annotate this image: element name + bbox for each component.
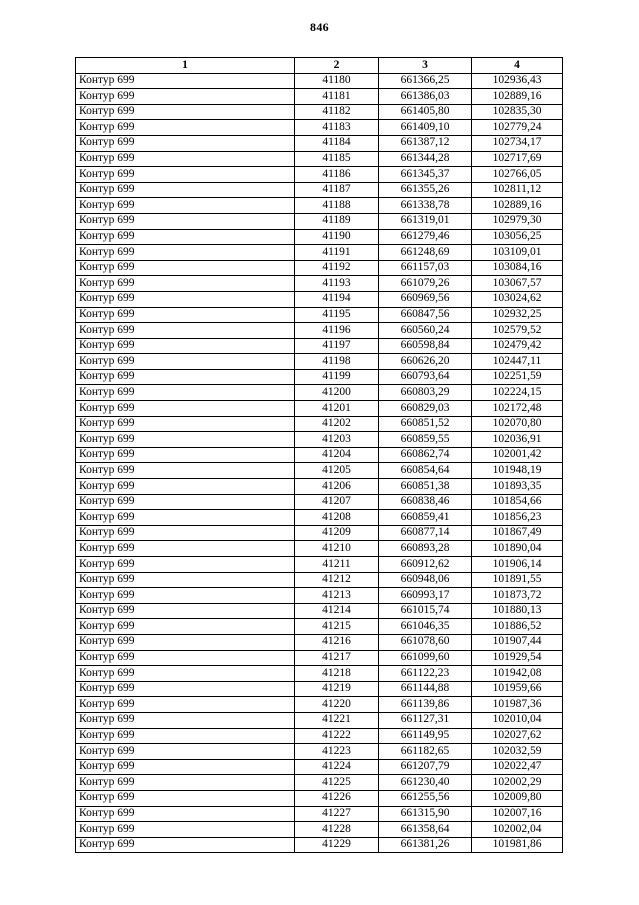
y-coordinate-cell: 103056,25 [472,229,563,245]
contour-name-cell: Контур 699 [76,338,295,354]
x-coordinate-cell: 661358,64 [379,822,472,838]
x-coordinate-cell: 660859,41 [379,510,472,526]
y-coordinate-cell: 102001,42 [472,447,563,463]
table-row [76,557,563,573]
point-number-cell: 41220 [295,697,379,713]
table-row [76,120,563,136]
x-coordinate-cell: 661319,01 [379,213,472,229]
table-row [76,307,563,323]
table-row [76,151,563,167]
table-row [76,541,563,557]
table-row [76,245,563,261]
contour-name-cell: Контур 699 [76,229,295,245]
point-number-cell: 41227 [295,806,379,822]
x-coordinate-cell: 660859,55 [379,432,472,448]
y-coordinate-cell: 102032,59 [472,744,563,760]
y-coordinate-cell: 101854,66 [472,494,563,510]
table-row [76,167,563,183]
y-coordinate-cell: 102889,16 [472,198,563,214]
table-row [76,603,563,619]
x-coordinate-cell: 661386,03 [379,89,472,105]
x-coordinate-cell: 661405,80 [379,104,472,120]
contour-name-cell: Контур 699 [76,603,295,619]
x-coordinate-cell: 661127,31 [379,712,472,728]
y-coordinate-cell: 102251,59 [472,369,563,385]
y-coordinate-cell: 101891,55 [472,572,563,588]
contour-name-cell: Контур 699 [76,213,295,229]
header-col-1: 1 [76,58,295,74]
table-row [76,494,563,510]
y-coordinate-cell: 101890,04 [472,541,563,557]
x-coordinate-cell: 661078,60 [379,634,472,650]
contour-name-cell: Контур 699 [76,135,295,151]
point-number-cell: 41226 [295,790,379,806]
contour-name-cell: Контур 699 [76,369,295,385]
x-coordinate-cell: 660851,38 [379,479,472,495]
x-coordinate-cell: 661230,40 [379,775,472,791]
point-number-cell: 41194 [295,291,379,307]
contour-name-cell: Контур 699 [76,806,295,822]
x-coordinate-cell: 660862,74 [379,447,472,463]
y-coordinate-cell: 103084,16 [472,260,563,276]
point-number-cell: 41193 [295,276,379,292]
point-number-cell: 41189 [295,213,379,229]
x-coordinate-cell: 661149,95 [379,728,472,744]
table-row [76,104,563,120]
header-col-2: 2 [295,58,379,74]
x-coordinate-cell: 660912,62 [379,557,472,573]
y-coordinate-cell: 102022,47 [472,759,563,775]
table-header [76,58,563,74]
point-number-cell: 41229 [295,837,379,853]
x-coordinate-cell: 660877,14 [379,525,472,541]
x-coordinate-cell: 661248,69 [379,245,472,261]
contour-name-cell: Контур 699 [76,759,295,775]
y-coordinate-cell: 102224,15 [472,385,563,401]
table-row [76,728,563,744]
point-number-cell: 41214 [295,603,379,619]
x-coordinate-cell: 661207,79 [379,759,472,775]
table-row [76,198,563,214]
x-coordinate-cell: 660560,24 [379,323,472,339]
y-coordinate-cell: 101942,08 [472,666,563,682]
x-coordinate-cell: 661279,46 [379,229,472,245]
y-coordinate-cell: 102835,30 [472,104,563,120]
contour-name-cell: Контур 699 [76,291,295,307]
y-coordinate-cell: 102036,91 [472,432,563,448]
contour-name-cell: Контур 699 [76,557,295,573]
point-number-cell: 41199 [295,369,379,385]
x-coordinate-cell: 660854,64 [379,463,472,479]
x-coordinate-cell: 660803,29 [379,385,472,401]
contour-name-cell: Контур 699 [76,276,295,292]
table-row [76,806,563,822]
contour-name-cell: Контур 699 [76,447,295,463]
point-number-cell: 41186 [295,167,379,183]
y-coordinate-cell: 103109,01 [472,245,563,261]
x-coordinate-cell: 661344,28 [379,151,472,167]
point-number-cell: 41222 [295,728,379,744]
table-row [76,260,563,276]
y-coordinate-cell: 102579,52 [472,323,563,339]
y-coordinate-cell: 102002,29 [472,775,563,791]
table-row [76,744,563,760]
table-row [76,697,563,713]
table-row [76,572,563,588]
contour-name-cell: Контур 699 [76,182,295,198]
x-coordinate-cell: 660793,64 [379,369,472,385]
x-coordinate-cell: 661139,86 [379,697,472,713]
contour-name-cell: Контур 699 [76,198,295,214]
contour-name-cell: Контур 699 [76,354,295,370]
coordinates-table [75,57,563,853]
point-number-cell: 41224 [295,759,379,775]
point-number-cell: 41201 [295,401,379,417]
table-row [76,401,563,417]
table-row [76,229,563,245]
y-coordinate-cell: 103067,57 [472,276,563,292]
y-coordinate-cell: 102070,80 [472,416,563,432]
point-number-cell: 41221 [295,712,379,728]
table-row [76,837,563,853]
contour-name-cell: Контур 699 [76,120,295,136]
table-row [76,681,563,697]
y-coordinate-cell: 102766,05 [472,167,563,183]
point-number-cell: 41219 [295,681,379,697]
contour-name-cell: Контур 699 [76,790,295,806]
point-number-cell: 41191 [295,245,379,261]
y-coordinate-cell: 102007,16 [472,806,563,822]
x-coordinate-cell: 661387,12 [379,135,472,151]
x-coordinate-cell: 661338,78 [379,198,472,214]
table-row [76,525,563,541]
y-coordinate-cell: 102010,04 [472,712,563,728]
point-number-cell: 41228 [295,822,379,838]
y-coordinate-cell: 101867,49 [472,525,563,541]
contour-name-cell: Контур 699 [76,525,295,541]
table-row [76,479,563,495]
point-number-cell: 41208 [295,510,379,526]
table-row [76,634,563,650]
point-number-cell: 41202 [295,416,379,432]
point-number-cell: 41206 [295,479,379,495]
y-coordinate-cell: 102479,42 [472,338,563,354]
point-number-cell: 41192 [295,260,379,276]
y-coordinate-cell: 102936,43 [472,73,563,89]
point-number-cell: 41205 [295,463,379,479]
x-coordinate-cell: 661079,26 [379,276,472,292]
x-coordinate-cell: 661015,74 [379,603,472,619]
point-number-cell: 41218 [295,666,379,682]
table-row [76,510,563,526]
x-coordinate-cell: 661157,03 [379,260,472,276]
y-coordinate-cell: 102932,25 [472,307,563,323]
contour-name-cell: Контур 699 [76,681,295,697]
y-coordinate-cell: 101987,36 [472,697,563,713]
point-number-cell: 41181 [295,89,379,105]
y-coordinate-cell: 101856,23 [472,510,563,526]
point-number-cell: 41190 [295,229,379,245]
y-coordinate-cell: 102027,62 [472,728,563,744]
contour-name-cell: Контур 699 [76,666,295,682]
table-row [76,822,563,838]
x-coordinate-cell: 661381,26 [379,837,472,853]
point-number-cell: 41185 [295,151,379,167]
table-row [76,666,563,682]
contour-name-cell: Контур 699 [76,634,295,650]
point-number-cell: 41217 [295,650,379,666]
contour-name-cell: Контур 699 [76,837,295,853]
contour-name-cell: Контур 699 [76,728,295,744]
y-coordinate-cell: 101893,35 [472,479,563,495]
contour-name-cell: Контур 699 [76,260,295,276]
table-row [76,790,563,806]
contour-name-cell: Контур 699 [76,572,295,588]
table-row [76,416,563,432]
x-coordinate-cell: 660893,28 [379,541,472,557]
point-number-cell: 41204 [295,447,379,463]
x-coordinate-cell: 660969,56 [379,291,472,307]
y-coordinate-cell: 101906,14 [472,557,563,573]
table-row [76,385,563,401]
y-coordinate-cell: 101929,54 [472,650,563,666]
contour-name-cell: Контур 699 [76,541,295,557]
y-coordinate-cell: 102979,30 [472,213,563,229]
point-number-cell: 41213 [295,588,379,604]
y-coordinate-cell: 101907,44 [472,634,563,650]
table-row [76,354,563,370]
x-coordinate-cell: 661366,25 [379,73,472,89]
y-coordinate-cell: 102717,69 [472,151,563,167]
y-coordinate-cell: 101948,19 [472,463,563,479]
point-number-cell: 41216 [295,634,379,650]
contour-name-cell: Контур 699 [76,712,295,728]
y-coordinate-cell: 102009,80 [472,790,563,806]
table-row [76,338,563,354]
x-coordinate-cell: 661255,56 [379,790,472,806]
contour-name-cell: Контур 699 [76,167,295,183]
x-coordinate-cell: 661355,26 [379,182,472,198]
contour-name-cell: Контур 699 [76,245,295,261]
point-number-cell: 41200 [295,385,379,401]
contour-name-cell: Контур 699 [76,697,295,713]
page-number: 846 [310,20,329,34]
contour-name-cell: Контур 699 [76,822,295,838]
contour-name-cell: Контур 699 [76,650,295,666]
x-coordinate-cell: 660838,46 [379,494,472,510]
table-row [76,323,563,339]
contour-name-cell: Контур 699 [76,775,295,791]
point-number-cell: 41183 [295,120,379,136]
point-number-cell: 41215 [295,619,379,635]
x-coordinate-cell: 661182,65 [379,744,472,760]
contour-name-cell: Контур 699 [76,151,295,167]
contour-name-cell: Контур 699 [76,479,295,495]
y-coordinate-cell: 102779,24 [472,120,563,136]
table-row [76,463,563,479]
y-coordinate-cell: 101981,86 [472,837,563,853]
x-coordinate-cell: 661099,60 [379,650,472,666]
point-number-cell: 41225 [295,775,379,791]
x-coordinate-cell: 661409,10 [379,120,472,136]
x-coordinate-cell: 660626,20 [379,354,472,370]
x-coordinate-cell: 661345,37 [379,167,472,183]
point-number-cell: 41180 [295,73,379,89]
y-coordinate-cell: 102889,16 [472,89,563,105]
x-coordinate-cell: 660829,03 [379,401,472,417]
header-col-3: 3 [379,58,472,74]
point-number-cell: 41187 [295,182,379,198]
table-row [76,588,563,604]
point-number-cell: 41203 [295,432,379,448]
y-coordinate-cell: 101873,72 [472,588,563,604]
table-row [76,213,563,229]
y-coordinate-cell: 102172,48 [472,401,563,417]
header-row [76,58,563,74]
table-row [76,447,563,463]
contour-name-cell: Контур 699 [76,89,295,105]
table-row [76,650,563,666]
y-coordinate-cell: 103024,62 [472,291,563,307]
point-number-cell: 41198 [295,354,379,370]
contour-name-cell: Контур 699 [76,588,295,604]
contour-name-cell: Контур 699 [76,744,295,760]
table-body [76,73,563,853]
table-row [76,276,563,292]
y-coordinate-cell: 101886,52 [472,619,563,635]
point-number-cell: 41212 [295,572,379,588]
table-row [76,712,563,728]
contour-name-cell: Контур 699 [76,73,295,89]
contour-name-cell: Контур 699 [76,401,295,417]
contour-name-cell: Контур 699 [76,323,295,339]
contour-name-cell: Контур 699 [76,104,295,120]
point-number-cell: 41209 [295,525,379,541]
table-row [76,291,563,307]
contour-name-cell: Контур 699 [76,416,295,432]
contour-name-cell: Контур 699 [76,432,295,448]
table-row [76,73,563,89]
table-row [76,619,563,635]
y-coordinate-cell: 102734,17 [472,135,563,151]
x-coordinate-cell: 660993,17 [379,588,472,604]
table-row [76,89,563,105]
point-number-cell: 41182 [295,104,379,120]
header-col-4: 4 [472,58,563,74]
point-number-cell: 41210 [295,541,379,557]
table-row [76,135,563,151]
y-coordinate-cell: 102811,12 [472,182,563,198]
point-number-cell: 41223 [295,744,379,760]
point-number-cell: 41188 [295,198,379,214]
x-coordinate-cell: 660948,06 [379,572,472,588]
x-coordinate-cell: 660851,52 [379,416,472,432]
contour-name-cell: Контур 699 [76,463,295,479]
table-row [76,432,563,448]
point-number-cell: 41195 [295,307,379,323]
x-coordinate-cell: 661122,23 [379,666,472,682]
contour-name-cell: Контур 699 [76,510,295,526]
table-row [76,759,563,775]
point-number-cell: 41196 [295,323,379,339]
x-coordinate-cell: 661315,90 [379,806,472,822]
contour-name-cell: Контур 699 [76,619,295,635]
table-row [76,182,563,198]
x-coordinate-cell: 661046,35 [379,619,472,635]
x-coordinate-cell: 660847,56 [379,307,472,323]
y-coordinate-cell: 101880,13 [472,603,563,619]
table-row [76,775,563,791]
table-row [76,369,563,385]
contour-name-cell: Контур 699 [76,385,295,401]
contour-name-cell: Контур 699 [76,494,295,510]
y-coordinate-cell: 101959,66 [472,681,563,697]
point-number-cell: 41207 [295,494,379,510]
point-number-cell: 41197 [295,338,379,354]
point-number-cell: 41211 [295,557,379,573]
y-coordinate-cell: 102447,11 [472,354,563,370]
x-coordinate-cell: 661144,88 [379,681,472,697]
x-coordinate-cell: 660598,84 [379,338,472,354]
contour-name-cell: Контур 699 [76,307,295,323]
y-coordinate-cell: 102002,04 [472,822,563,838]
point-number-cell: 41184 [295,135,379,151]
